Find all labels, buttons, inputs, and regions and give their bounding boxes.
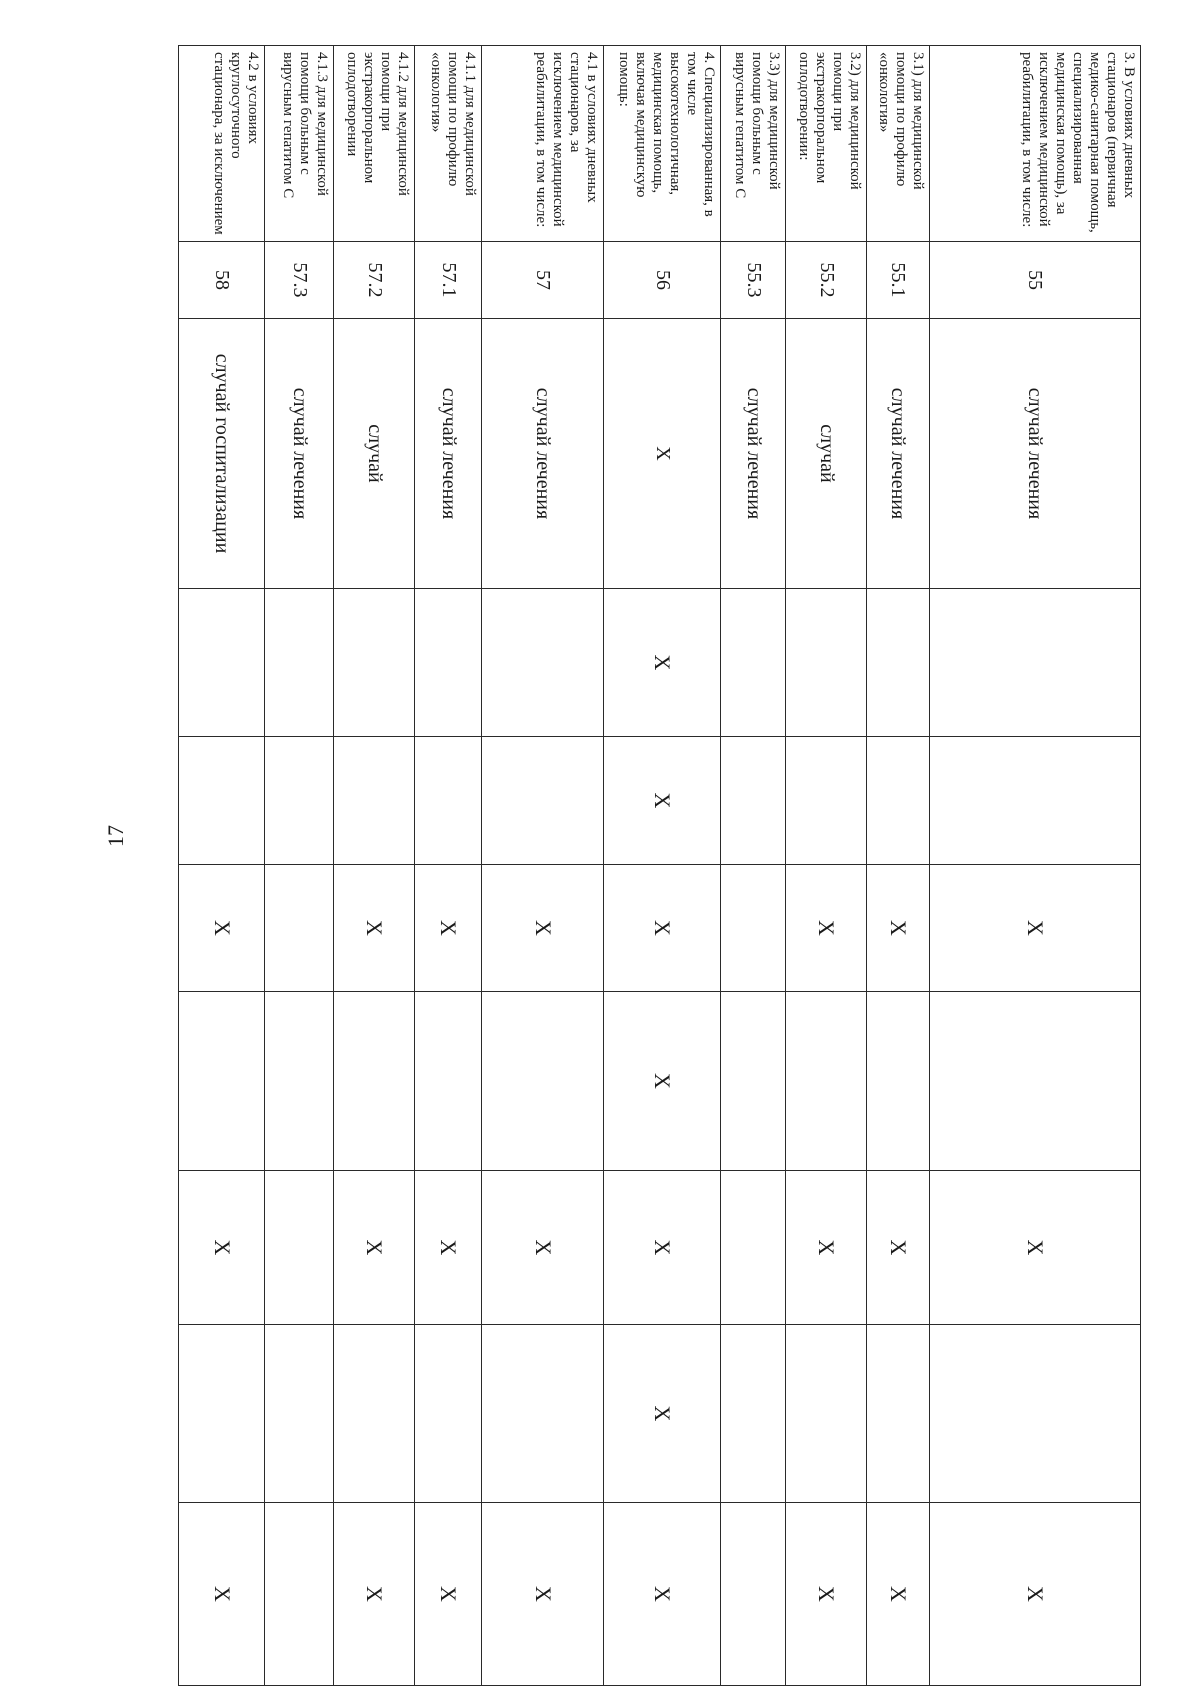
table-row: [482, 46, 604, 1686]
row-code-cell: 58: [179, 242, 265, 319]
value-cell: X: [603, 737, 721, 865]
row-unit-cell: случай лечения: [265, 319, 334, 589]
row-code-cell: 55.3: [721, 242, 786, 319]
value-cell: [265, 865, 334, 992]
row-unit-cell: случай госпитализации: [179, 319, 265, 589]
row-unit-cell: X: [603, 319, 721, 589]
value-cell: [721, 737, 786, 865]
row-name-cell: 4.1.3 для медицинской помощи больным с вирусным гепатитом С: [265, 46, 334, 242]
value-cell: [721, 1325, 786, 1503]
value-cell: [929, 1325, 1140, 1503]
value-cell: X: [334, 1171, 415, 1325]
value-cell: X: [929, 1503, 1140, 1686]
value-cell: [415, 992, 482, 1171]
table-row: [334, 46, 415, 1686]
value-cell: [721, 865, 786, 992]
value-cell: [482, 589, 604, 737]
value-cell: X: [334, 865, 415, 992]
table-row: [929, 46, 1140, 1686]
row-code-cell: 57.2: [334, 242, 415, 319]
value-cell: X: [929, 1171, 1140, 1325]
row-code-cell: 55.1: [867, 242, 930, 319]
value-cell: X: [867, 865, 930, 992]
value-cell: [179, 589, 265, 737]
value-cell: X: [415, 865, 482, 992]
row-unit-cell: случай лечения: [721, 319, 786, 589]
table-row: [179, 46, 265, 1686]
value-cell: X: [603, 992, 721, 1171]
value-cell: [179, 1325, 265, 1503]
row-unit-cell: случай лечения: [929, 319, 1140, 589]
value-cell: X: [786, 865, 867, 992]
row-name-cell: 3. В условиях дневных стационаров (первичная медико-санитарная помощь, специализированная медицинская помощь), за исключением медицинской реабилитации, в том числе:: [929, 46, 1140, 242]
value-cell: [929, 992, 1140, 1171]
table-row: [786, 46, 867, 1686]
value-cell: [721, 992, 786, 1171]
value-cell: X: [179, 1171, 265, 1325]
value-cell: [265, 1171, 334, 1325]
value-cell: X: [603, 1503, 721, 1686]
value-cell: [334, 589, 415, 737]
value-cell: [867, 737, 930, 865]
row-unit-cell: случай: [334, 319, 415, 589]
row-unit-cell: случай: [786, 319, 867, 589]
table-row: [415, 46, 482, 1686]
value-cell: [265, 737, 334, 865]
value-cell: X: [603, 1325, 721, 1503]
value-cell: [786, 992, 867, 1171]
value-cell: X: [603, 1171, 721, 1325]
value-cell: [415, 589, 482, 737]
value-cell: X: [786, 1171, 867, 1325]
value-cell: [721, 1503, 786, 1686]
row-unit-cell: случай лечения: [415, 319, 482, 589]
value-cell: X: [415, 1503, 482, 1686]
value-cell: X: [867, 1503, 930, 1686]
value-cell: [721, 589, 786, 737]
table-row: [867, 46, 930, 1686]
value-cell: X: [603, 865, 721, 992]
row-code-cell: 56: [603, 242, 721, 319]
row-name-cell: 3.1) для медицинской помощи по профилю «онкология»: [867, 46, 930, 242]
value-cell: X: [482, 865, 604, 992]
rotated-table-container: [178, 45, 1141, 1685]
value-cell: [482, 737, 604, 865]
value-cell: [482, 1325, 604, 1503]
row-code-cell: 57.3: [265, 242, 334, 319]
table-row: [603, 46, 721, 1686]
page-number: 17: [103, 825, 128, 847]
value-cell: [482, 992, 604, 1171]
row-code-cell: 55: [929, 242, 1140, 319]
row-name-cell: 4.1.2 для медицинской помощи при экстракорпоральном оплодотворении: [334, 46, 415, 242]
row-code-cell: 57.1: [415, 242, 482, 319]
row-unit-cell: случай лечения: [482, 319, 604, 589]
value-cell: [786, 589, 867, 737]
table-body: [179, 46, 1141, 1686]
value-cell: [179, 992, 265, 1171]
value-cell: [786, 737, 867, 865]
table-row: [721, 46, 786, 1686]
value-cell: X: [867, 1171, 930, 1325]
value-cell: [265, 992, 334, 1171]
row-name-cell: 3.2) для медицинской помощи при экстракорпоральном оплодотворении:: [786, 46, 867, 242]
value-cell: [721, 1171, 786, 1325]
value-cell: [265, 1503, 334, 1686]
value-cell: X: [334, 1503, 415, 1686]
value-cell: X: [482, 1503, 604, 1686]
value-cell: X: [179, 865, 265, 992]
value-cell: [786, 1325, 867, 1503]
row-name-cell: 3.3) для медицинской помощи больным с вирусным гепатитом С: [721, 46, 786, 242]
data-table: [178, 45, 1141, 1686]
value-cell: [179, 737, 265, 865]
row-name-cell: 4.1.1 для медицинской помощи по профилю «онкология»: [415, 46, 482, 242]
value-cell: X: [603, 589, 721, 737]
row-name-cell: 4.2 в условиях круглосуточного стационара, за исключением: [179, 46, 265, 242]
value-cell: [334, 1325, 415, 1503]
value-cell: [867, 992, 930, 1171]
value-cell: [929, 589, 1140, 737]
value-cell: X: [929, 865, 1140, 992]
value-cell: [867, 589, 930, 737]
table-row: [265, 46, 334, 1686]
value-cell: [265, 1325, 334, 1503]
row-code-cell: 57: [482, 242, 604, 319]
value-cell: [867, 1325, 930, 1503]
value-cell: X: [415, 1171, 482, 1325]
value-cell: X: [482, 1171, 604, 1325]
value-cell: [929, 737, 1140, 865]
value-cell: X: [786, 1503, 867, 1686]
value-cell: [415, 737, 482, 865]
value-cell: X: [179, 1503, 265, 1686]
value-cell: [415, 1325, 482, 1503]
value-cell: [334, 737, 415, 865]
value-cell: [265, 589, 334, 737]
value-cell: [334, 992, 415, 1171]
row-name-cell: 4.1 в условиях дневных стационаров, за исключением медицинской реабилитации, в том числе:: [482, 46, 604, 242]
row-unit-cell: случай лечения: [867, 319, 930, 589]
row-name-cell: 4. Специализированная, в том числе высокотехнологичная, медицинская помощь, включая медицинскую помощь:: [603, 46, 721, 242]
row-code-cell: 55.2: [786, 242, 867, 319]
